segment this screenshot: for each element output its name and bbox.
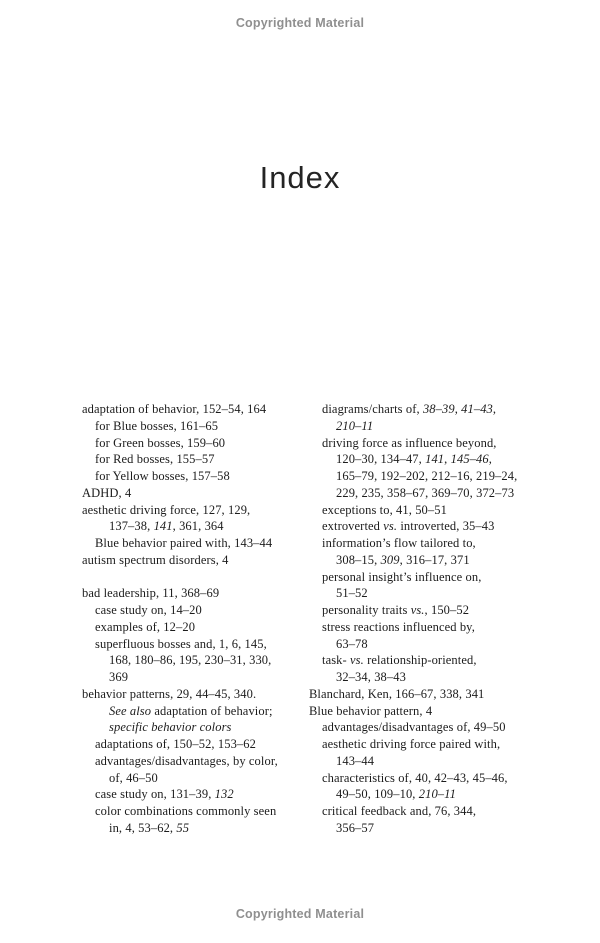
- index-entry-line: for Green bosses, 159–60: [95, 435, 226, 450]
- index-entry-line: characteristics of, 40, 42–43, 45–46,: [322, 770, 508, 785]
- index-entry-line: advantages/disadvantages of, 49–50: [322, 720, 506, 735]
- index-entry-line: specific behavior colors: [109, 720, 232, 735]
- index-entry-line: for Red bosses, 155–57: [95, 452, 215, 467]
- index-entry-line: advantages/disadvantages, by color,: [95, 753, 278, 768]
- page-title: Index: [259, 160, 341, 195]
- index-entry-line: 229, 235, 358–67, 369–70, 372–73: [336, 485, 515, 500]
- index-entry-line: 143–44: [336, 753, 375, 768]
- index-entry-line: extroverted vs. introverted, 35–43: [322, 519, 495, 534]
- index-entry-line: 51–52: [336, 586, 368, 601]
- index-entry-line: aesthetic driving force, 127, 129,: [82, 502, 251, 517]
- index-entry-line: information’s flow tailored to,: [322, 536, 476, 550]
- copyright-notice-top: Copyrighted Material: [235, 16, 365, 30]
- index-entry-line: 120–30, 134–47, 141, 145–46,: [336, 452, 492, 467]
- index-column-right: [309, 401, 554, 837]
- index-entry-line: in, 4, 53–62, 55: [109, 820, 190, 835]
- index-entry-line: task- vs. relationship-oriented,: [322, 653, 477, 668]
- index-entry-line: 137–38, 141, 361, 364: [109, 519, 224, 534]
- index-entry-line: adaptation of behavior, 152–54, 164: [82, 402, 267, 416]
- index-entry-line: behavior patterns, 29, 44–45, 340.: [82, 686, 257, 701]
- index-entry-line: aesthetic driving force paired with,: [322, 737, 501, 751]
- index-entry-line: 63–78: [336, 636, 368, 651]
- index-entry-line: color combinations commonly seen: [95, 804, 277, 818]
- index-entry-line: autism spectrum disorders, 4: [82, 552, 229, 567]
- index-group-gap: [82, 569, 309, 586]
- index-entry-line: for Blue bosses, 161–65: [95, 418, 219, 433]
- index-entry-line: personal insight’s influence on,: [322, 569, 482, 584]
- index-entry-line: See also adaptation of behavior;: [109, 703, 273, 718]
- index-entry-line: bad leadership, 11, 368–69: [82, 586, 220, 601]
- index-entry-line: Blue behavior pattern, 4: [309, 703, 433, 718]
- index-entry-line: case study on, 14–20: [95, 603, 202, 617]
- index-entry-line: case study on, 131–39, 132: [95, 787, 234, 802]
- index-entry-line: adaptations of, 150–52, 153–62: [95, 737, 256, 751]
- index-column-left: [82, 401, 309, 837]
- index-entry-line: critical feedback and, 76, 344,: [322, 804, 477, 818]
- index-entry-line: stress reactions influenced by,: [322, 619, 475, 634]
- index-entry-line: ADHD, 4: [82, 485, 132, 500]
- copyright-notice-bottom: Copyrighted Material: [235, 907, 365, 921]
- index-entry-line: Blanchard, Ken, 166–67, 338, 341: [309, 686, 485, 701]
- index-entry-line: for Yellow bosses, 157–58: [95, 469, 230, 483]
- index-entry-line: 210–11: [336, 418, 374, 433]
- index-entry-line: Blue behavior paired with, 143–44: [95, 536, 273, 550]
- index-entry-line: superfluous bosses and, 1, 6, 145,: [95, 636, 267, 651]
- index-entry-line: 369: [109, 670, 129, 684]
- index-entry-line: exceptions to, 41, 50–51: [322, 502, 447, 517]
- index-entry-line: 356–57: [336, 820, 375, 835]
- index-entry-line: 308–15, 309, 316–17, 371: [336, 552, 470, 567]
- index-entry-line: 168, 180–86, 195, 230–31, 330,: [109, 653, 272, 668]
- index-entry-line: diagrams/charts of, 38–39, 41–43,: [322, 402, 497, 416]
- index-columns: [82, 401, 554, 837]
- index-entry-line: driving force as influence beyond,: [322, 435, 497, 450]
- index-entry-line: examples of, 12–20: [95, 619, 196, 634]
- index-entry-line: personality traits vs., 150–52: [322, 603, 470, 617]
- index-entry-line: of, 46–50: [109, 770, 158, 785]
- index-entry-line: 49–50, 109–10, 210–11: [336, 787, 456, 802]
- index-entry-line: 165–79, 192–202, 212–16, 219–24,: [336, 469, 518, 483]
- index-entry-line: 32–34, 38–43: [336, 670, 406, 684]
